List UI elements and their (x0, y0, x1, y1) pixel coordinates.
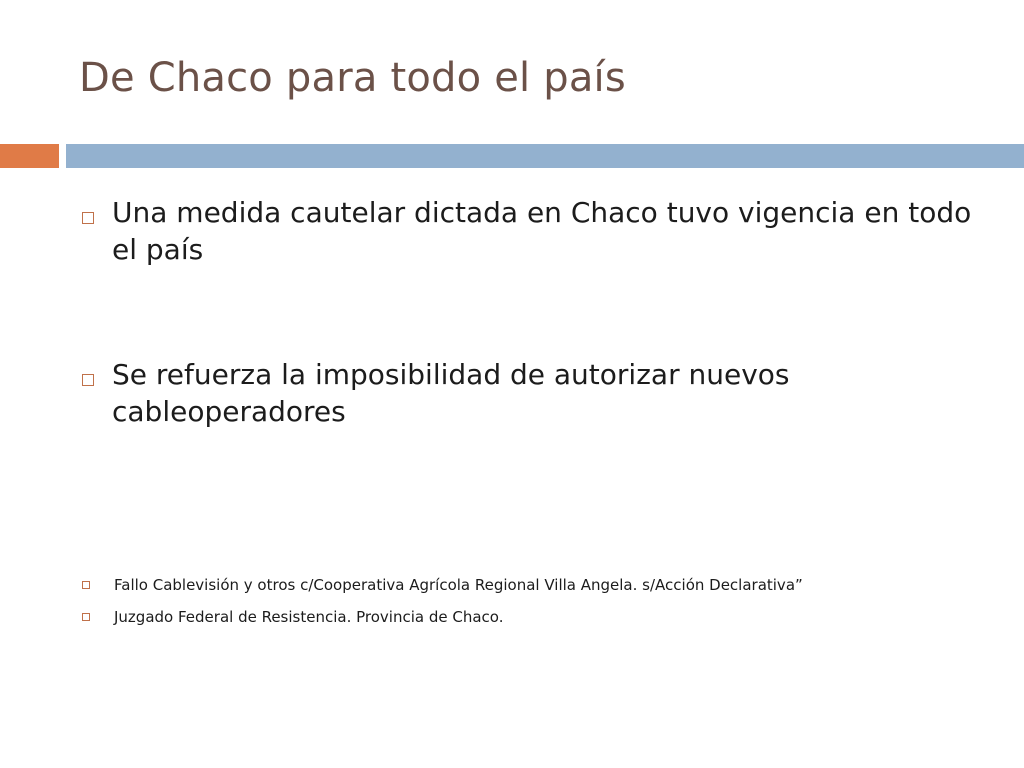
note-item (82, 607, 982, 627)
bullet-text: Una medida cautelar dictada en Chaco tuvo vigencia en todo el país (112, 196, 972, 266)
hollow-square-bullet-icon (82, 613, 90, 621)
accent-bar (0, 144, 59, 168)
title-divider-bar (66, 144, 1024, 168)
bullet-text: Se refuerza la imposibilidad de autorizar nuevos cableoperadores (112, 358, 790, 428)
hollow-square-bullet-icon (82, 212, 94, 224)
bullet-item (82, 194, 982, 268)
hollow-square-bullet-icon (82, 374, 94, 386)
hollow-square-bullet-icon (82, 581, 90, 589)
bullet-item (82, 356, 982, 430)
note-item (82, 575, 982, 595)
note-text: Fallo Cablevisión y otros c/Cooperativa Agrícola Regional Villa Angela. s/Acción Declarativa” (114, 576, 803, 594)
note-text: Juzgado Federal de Resistencia. Provincia de Chaco. (114, 608, 504, 626)
slide-title: De Chaco para todo el país (79, 55, 626, 101)
